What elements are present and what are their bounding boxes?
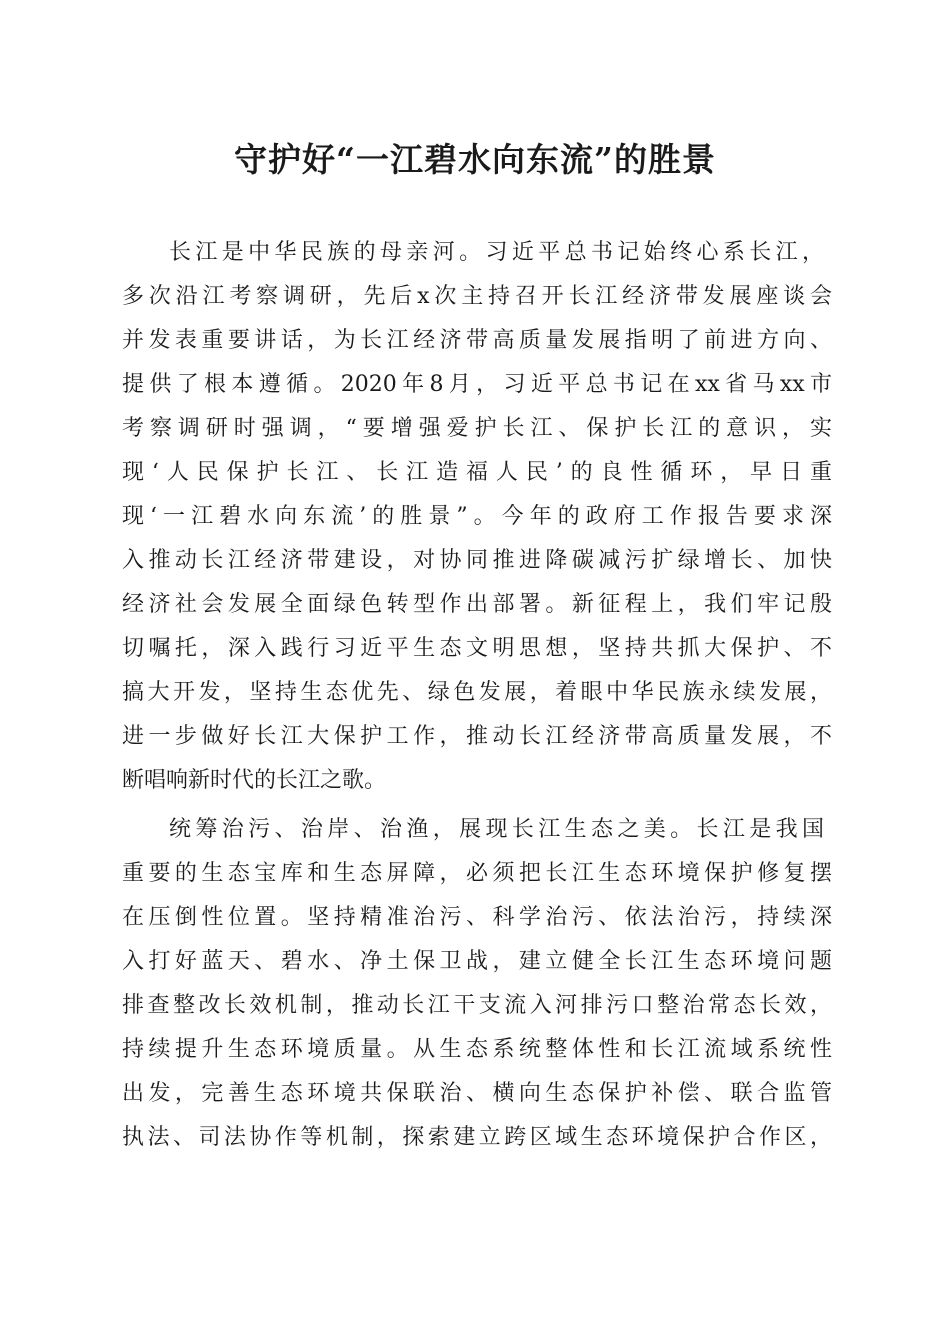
text-line: 并发表重要讲话，为长江经济带高质量发展指明了前进方向、 <box>122 328 832 353</box>
text-line: 多次沿江考察调研，先后x次主持召开长江经济带发展座谈会 <box>122 284 832 309</box>
text-line: 提供了根本遵循。2020年8月，习近平总书记在xx省马xx市 <box>122 372 832 397</box>
text-line: 考察调研时强调，“要增强爱护长江、保护长江的意识，实 <box>122 416 832 441</box>
text-line: 切嘱托，深入践行习近平生态文明思想，坚持共抓大保护、不 <box>122 636 832 661</box>
text-line: 长江是中华民族的母亲河。习近平总书记始终心系长江， <box>169 240 824 265</box>
text-line: 经济社会发展全面绿色转型作出部署。新征程上，我们牢记殷 <box>122 592 832 617</box>
text-line: 统筹治污、治岸、治渔，展现长江生态之美。长江是我国 <box>169 817 824 842</box>
text-line: 断唱响新时代的长江之歌。 <box>122 768 387 793</box>
text-line: 出发，完善生态环境共保联治、横向生态保护补偿、联合监管 <box>122 1081 832 1106</box>
text-line: 在压倒性位置。坚持精准治污、科学治污、依法治污，持续深 <box>122 905 832 930</box>
text-line: 重要的生态宝库和生态屏障，必须把长江生态环境保护修复摆 <box>122 861 832 886</box>
text-line: 现‘一江碧水向东流’的胜景”。今年的政府工作报告要求深 <box>122 504 832 529</box>
text-line: 排查整改长效机制，推动长江干支流入河排污口整治常态长效， <box>122 993 832 1018</box>
page-title: 守护好“一江碧水向东流”的胜景 <box>234 140 716 179</box>
text-line: 执法、司法协作等机制，探索建立跨区域生态环境保护合作区， <box>122 1125 832 1150</box>
text-line: 现‘人民保护长江、长江造福人民’的良性循环，早日重 <box>122 460 832 485</box>
text-line: 入推动长江经济带建设，对协同推进降碳减污扩绿增长、加快 <box>122 548 832 573</box>
text-line: 持续提升生态环境质量。从生态系统整体性和长江流域系统性 <box>122 1037 832 1062</box>
text-line: 入打好蓝天、碧水、净土保卫战，建立健全长江生态环境问题 <box>122 949 832 974</box>
text-line: 搞大开发，坚持生态优先、绿色发展，着眼中华民族永续发展， <box>122 680 832 705</box>
text-line: 进一步做好长江大保护工作，推动长江经济带高质量发展，不 <box>122 724 832 749</box>
